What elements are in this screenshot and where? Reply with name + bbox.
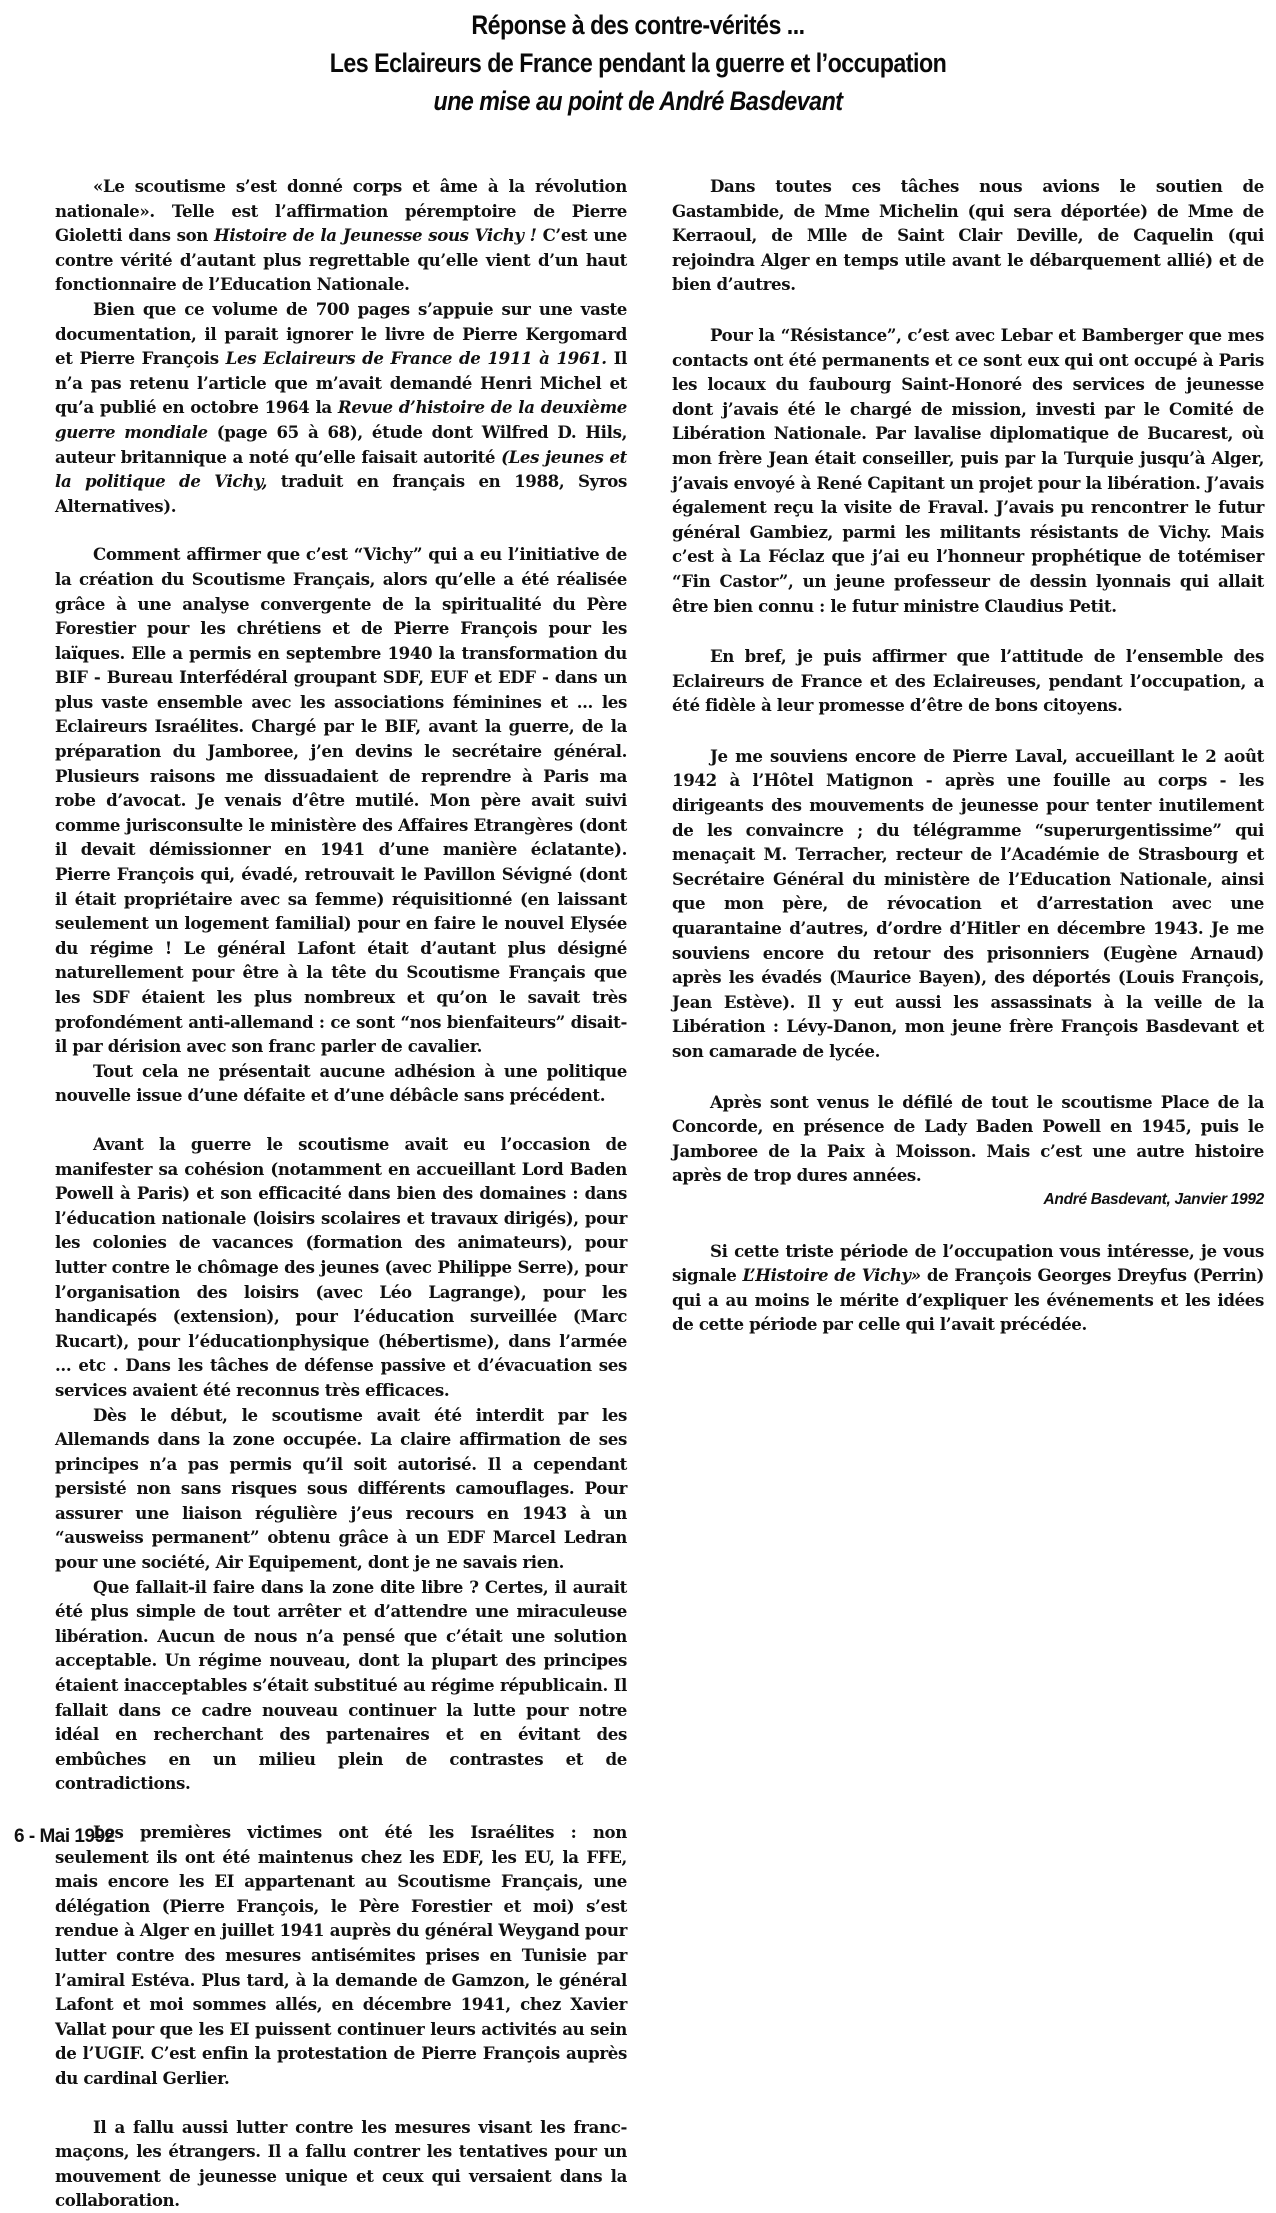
paragraph: En bref, je puis affirmer que l’attitude de l’ensemble des Eclaireurs de France et des Eclaireuses, pendant l’occupation, a été fidèle à leur promesse d’être de bons citoyens. — [672, 646, 1264, 716]
paragraph: Si cette triste période de l’occupation vous intéresse, je vous signale L’Histoire de Vichy» de François Georges Dreyfus (Perrin) qui a au moins le mérite d’expliquer les événements et les idées de cette période par celle qui l’avait précédée. — [672, 1240, 1264, 1335]
article-title: Réponse à des contre-vérités ... — [471, 10, 805, 40]
author-signature: André Basdevant, Janvier 1992 — [1043, 1190, 1264, 1208]
paragraph: Pour la “Résistance”, c’est avec Lebar et Bamberger que mes contacts ont été permanents et ce sont eux qui ont occupé à Paris les locaux du faubourg Saint-Honoré des services de jeunesse dont j’avais été le chargé de mission, investi par le Comité de Libération Nationale. Par lavalise diplomatique de Bucarest, où mon frère Jean était conseiller, puis par la Turquie jusqu’à Alger, j’avais envoyé à René Capitant un projet pour la libération. J’avais également reçu la visite de Fraval. J’avais pu rencontrer le futur général Gambiez, parmi les militants résistants de Vichy. Mais c’est à La Féclaz que j’ai eu l’honneur prophétique de totémiser “Fin Castor”, un jeune professeur de dessin lyonnais qui allait être bien connu : le futur ministre Claudius Petit. — [672, 324, 1264, 616]
paragraph: Comment affirmer que c’est “Vichy” qui a eu l’initiative de la création du Scoutisme Français, alors qu’elle a été réalisée grâce à une analyse convergente de la spiritualité du Père Forestier pour les chrétiens et de Pierre François pour les laïques. Elle a permis en septembre 1940 la transformation du BIF - Bureau Interfédéral groupant SDF, EUF et EDF - dans un plus vaste ensemble avec les associations féminines et ... les Eclaireurs Israélites. Chargé par le BIF, avant la guerre, de la préparation du Jamboree, j’en devins le secrétaire général. Plusieurs raisons me dissuadaient de reprendre à Paris ma robe d’avocat. Je venais d’être mutilé. Mon père avait suivi comme jurisconsulte le ministère des Affaires Etrangères (dont il devait démissionner en 1941 d’une manière éclatante). Pierre François qui, évadé, retrouvait le Pavillon Sévigné (dont il était propriétaire avec sa femme) réquisitionné (en laissant seulement un logement familial) pour en faire le nouvel Elysée du régime ! Le général Lafont était d’autant plus désigné naturellement pour être à la tête du Scoutisme Français que les SDF étaient les plus nombreux et qu’on le savait très profondément anti-allemand : ce sont “nos bienfaiteurs” disait-il par dérision avec son franc parler de cavalier. — [55, 544, 627, 1057]
page-footer: 6 - Mai 1992 — [14, 1826, 115, 1847]
article-byline: une mise au point de André Basdevant — [433, 86, 843, 116]
book-title: (Les jeunes et la politique de Vichy, — [55, 446, 627, 492]
paragraph: Les premières victimes ont été les Israélites : non seulement ils ont été maintenus chez les EDF, les EU, la FFE, mais encore les EI appartenant au Scoutisme Français, une délégation (Pierre François, le Père Forestier et moi) s’est rendue à Alger en juillet 1941 auprès du général Weygand pour lutter contre des mesures antisémites prises en Tunisie par l’amiral Estéva. Plus tard, à la demande de Gamzon, le général Lafont et moi sommes allés, en décembre 1941, chez Xavier Vallat pour que les EI puissent continuer leurs activités au sein de l’UGIF. C’est enfin la protestation de Pierre François auprès du cardinal Gerlier. — [55, 1822, 627, 2088]
article-header — [0, 6, 1276, 120]
paragraph: Bien que ce volume de 700 pages s’appuie sur une vaste documentation, il parait ignorer le livre de Pierre Kergomard et Pierre François Les Eclaireurs de France de 1911 à 1961. Il n’a pas retenu l’article que m’avait demandé Henri Michel et qu’a publié en octobre 1964 la Revue d’histoire de la deuxième guerre mondiale (page 65 à 68), étude dont Wilfred D. Hils, auteur britannique a noté qu’elle faisait autorité (Les jeunes et la politique de Vichy, traduit en français en 1988, Syros Alternatives). — [55, 298, 628, 516]
paragraph: Il a fallu aussi lutter contre les mesures visant les franc-maçons, les étrangers. Il a fallu contrer les tentatives pour un mouvement de jeunesse unique et ceux qui versaient dans la collaboration. — [55, 2116, 627, 2211]
paragraph: Je me souviens encore de Pierre Laval, accueillant le 2 août 1942 à l’Hôtel Matignon - après une fouille au corps - les dirigeants des mouvements de jeunesse pour tenter inutilement de les convaincre ; du télégramme “superurgentissime” qui menaçait M. Terracher, recteur de l’Académie de Strasbourg et Secrétaire Général du ministère de l’Education Nationale, ainsi que mon père, de révocation et d’arrestation avec une quarantaine d’autres, d’ordre d’Hitler en décembre 1943. Je me souviens encore du retour des prisonniers (Eugène Arnaud) après les évadés (Maurice Bayen), des déportés (Louis François, Jean Estève). Il y eut aussi les assassinats à la veille de la Libération : Lévy-Danon, mon jeune frère François Basdevant et son camarade de lycée. — [672, 745, 1264, 1061]
book-title: Histoire de la Jeunesse sous Vichy ! — [214, 225, 537, 246]
left-column — [55, 174, 627, 2213]
paragraph: Avant la guerre le scoutisme avait eu l’occasion de manifester sa cohésion (notamment en accueillant Lord Baden Powell à Paris) et son efficacité dans bien des domaines : dans l’éducation nationale (loisirs scolaires et travaux dirigés), pour les colonies de vacances (formation des animateurs), pour lutter contre le chômage des jeunes (avec Philippe Serre), pour l’organisation des loisirs (avec Léo Lagrange), pour les handicapés (extension), pour l’éducation surveillée (Marc Rucart), pour l’éducationphysique (hébertisme), dans l’armée ... etc . Dans les tâches de défense passive et d’évacuation ses services avaient été reconnus très efficaces. — [55, 1133, 627, 1400]
paragraph: Tout cela ne présentait aucune adhésion à une politique nouvelle issue d’une défaite et d’une débâcle sans précédent. — [55, 1060, 627, 1106]
book-title: L’Histoire de Vichy» — [742, 1265, 921, 1286]
paragraph: «Le scoutisme s’est donné corps et âme à la révolution nationale». Telle est l’affirmation péremptoire de Pierre Gioletti dans son Histoire de la Jeunesse sous Vichy ! C’est une contre vérité d’autant plus regrettable qu’elle vient d’un haut fonctionnaire de l’Education Nationale. — [55, 176, 627, 295]
paragraph: Après sont venus le défilé de tout le scoutisme Place de la Concorde, en présence de Lady Baden Powell en 1945, puis le Jamboree de la Paix à Moisson. Mais c’est une autre histoire après de trop dures années. — [672, 1091, 1264, 1186]
paragraph: Dès le début, le scoutisme avait été interdit par les Allemands dans la zone occupée. La claire affirmation de ses principes n’a pas permis qu’il soit autorisé. Il a cependant persisté non sans risques sous différents camouflages. Pour assurer une liaison régulière j’eus recours en 1943 à un “ausweiss permanent” obtenu grâce à un EDF Marcel Ledran pour une société, Air Equipement, dont je ne savais rien. — [55, 1404, 627, 1573]
article-subtitle: Les Eclaireurs de France pendant la guerre et l’occupation — [329, 48, 947, 78]
right-column — [672, 174, 1264, 1337]
paragraph: Que fallait-il faire dans la zone dite libre ? Certes, il aurait été plus simple de tout arrêter et d’attendre une miraculeuse libération. Aucun de nous n’a pensé que c’était une solution acceptable. Un régime nouveau, dont la plupart des principes étaient inacceptables s’était substitué au régime républicain. Il fallait dans ce cadre nouveau continuer la lutte pour notre idéal en recherchant des partenaires et en évitant des embûches en un milieu plein de contrastes et de contradictions. — [55, 1576, 627, 1794]
book-title: Les Eclaireurs de France de 1911 à 1961. — [225, 348, 607, 369]
journal-title: Revue d’histoire de la deuxième guerre mondiale — [55, 397, 627, 442]
paragraph: Dans toutes ces tâches nous avions le soutien de Gastambide, de Mme Michelin (qui sera déportée) de Mme de Kerraoul, de Mlle de Saint Clair Deville, de Caquelin (qui rejoindra Alger en temps utile avant le débarquement allié) et de bien d’autres. — [672, 176, 1264, 295]
